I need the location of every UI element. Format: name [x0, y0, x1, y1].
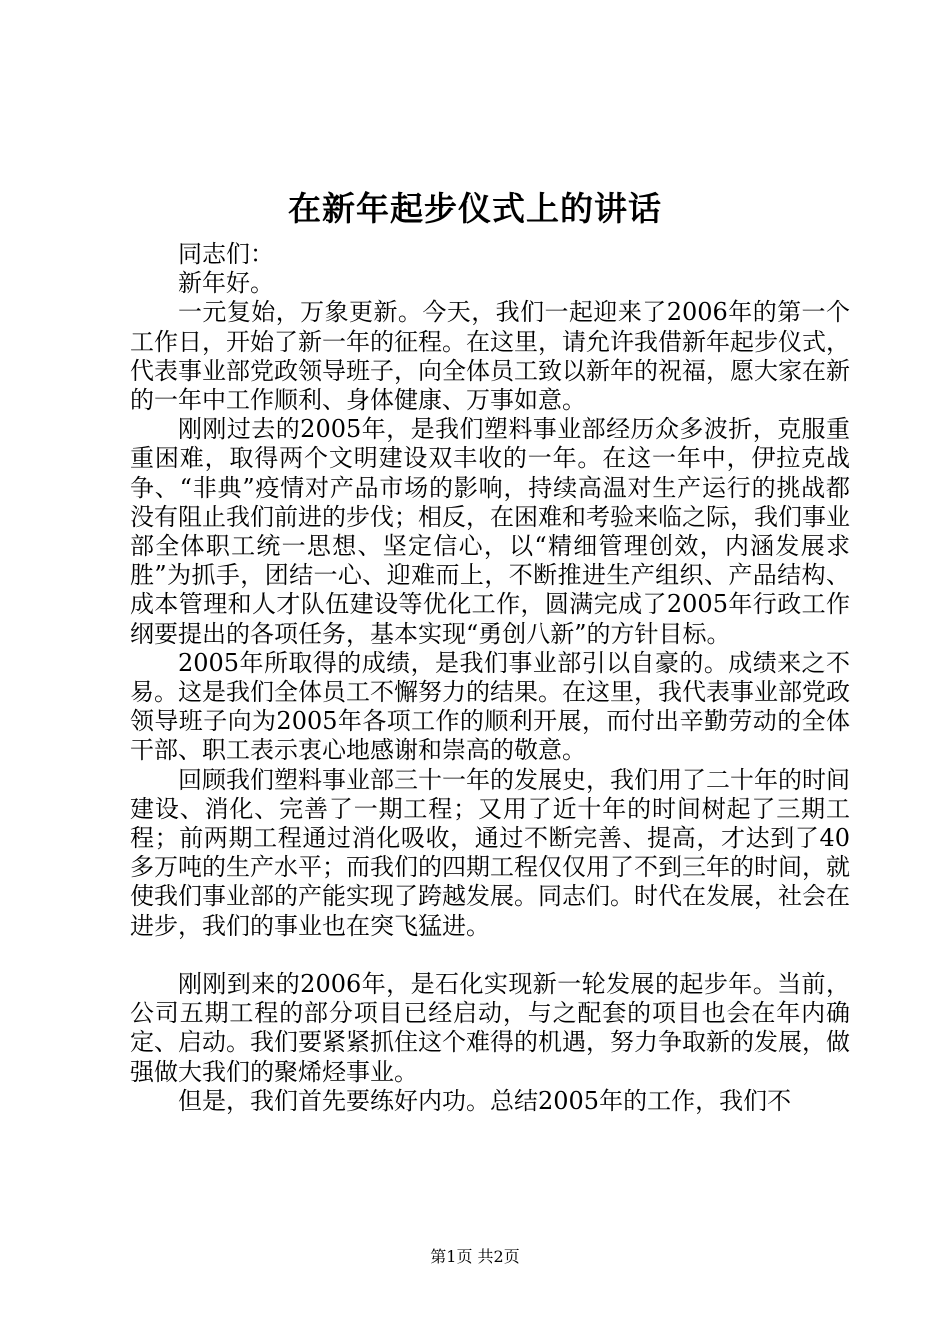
paragraph-greeting: 新年好。: [178, 269, 274, 298]
paragraph: 刚刚到来的2006年，是石化实现新一轮发展的起步年。当前，公司五期工程的部分项目已经启动，与之配套的项目也会在年内确定、启动。我们要紧紧抓住这个难得的机遇，努力争取新的发展，做强做大我们的聚烯烃事业。: [130, 970, 850, 1086]
paragraph: 一元复始，万象更新。今天，我们一起迎来了2006年的第一个工作日，开始了新一年的征程。在这里，请允许我借新年起步仪式，代表事业部党政领导班子，向全体员工致以新年的祝福，愿大家在新的一年中工作顺利、身体健康、万事如意。: [130, 298, 850, 415]
paragraph: 刚刚过去的2005年，是我们塑料事业部经历众多波折，克服重重困难，取得两个文明建设双丰收的一年。在这一年中，伊拉克战争、“非典”疫情对产品市场的影响，持续高温对生产运行的挑战都没有阻止我们前进的步伐；相反，在困难和考验来临之际，我们事业部全体职工统一思想、坚定信心，以“精细管理创效，内涵发展求胜”为抓手，团结一心、迎难而上，不断推进生产组织、产品结构、成本管理和人才队伍建设等优化工作，圆满完成了2005年行政工作纲要提出的各项任务，基本实现“勇创八新”的方针目标。: [130, 415, 850, 648]
paragraph: 回顾我们塑料事业部三十一年的发展史，我们用了二十年的时间建设、消化、完善了一期工程；又用了近十年的时间树起了三期工程；前两期工程通过消化吸收，通过不断完善、提高，才达到了40多万吨的生产水平；而我们的四期工程仅仅用了不到三年的时间，就使我们事业部的产能实现了跨越发展。同志们。时代在发展，社会在进步，我们的事业也在突飞猛进。: [130, 765, 850, 940]
paragraph: 但是，我们首先要练好内功。总结2005年的工作，我们不: [178, 1086, 792, 1115]
paragraph-salutation: 同志们：: [178, 240, 274, 268]
page-title: 在新年起步仪式上的讲话: [288, 189, 662, 228]
page-footer: 第1页 共2页: [430, 1247, 520, 1266]
paragraph: 2005年所取得的成绩，是我们事业部引以自豪的。成绩来之不易。这是我们全体员工不懈努力的结果。在这里，我代表事业部党政领导班子向为2005年各项工作的顺利开展，而付出辛勤劳动的全体干部、职工表示衷心地感谢和崇高的敬意。: [130, 648, 850, 765]
document-body: [130, 240, 850, 1116]
